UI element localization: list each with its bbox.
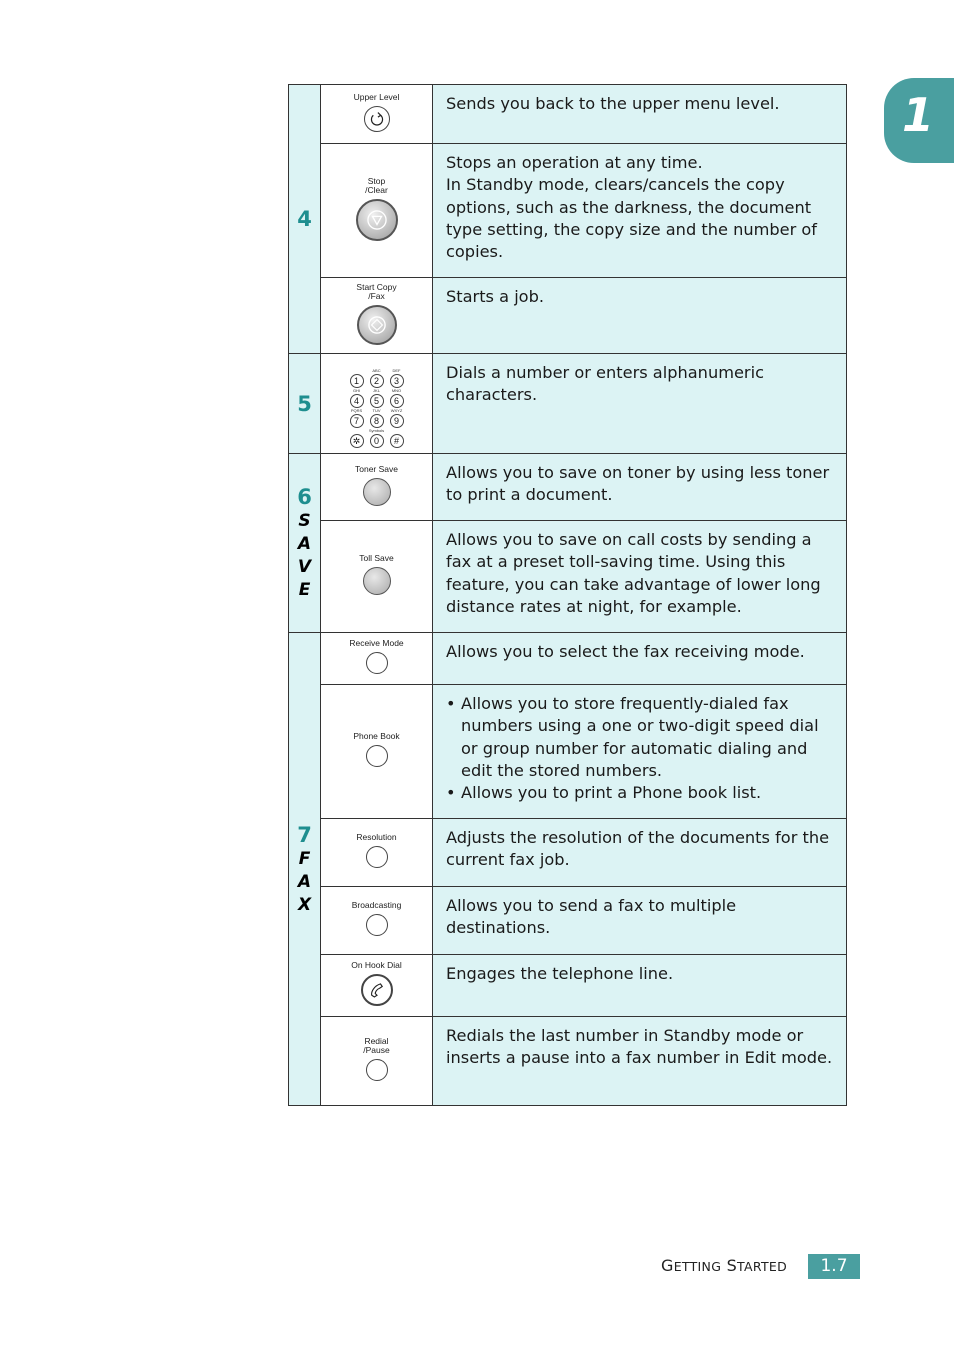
group-cell-7 (289, 633, 321, 1106)
button-label: Toll Save (359, 553, 394, 563)
button-label: Broadcasting (351, 900, 402, 910)
keypad-key[interactable] (347, 368, 367, 388)
keypad-key-digit: 9 (390, 414, 404, 428)
keypad-key-digit: 1 (350, 374, 364, 388)
table-row (289, 454, 847, 521)
group-number: 6 (297, 485, 312, 509)
group-cell-6 (289, 454, 321, 633)
keypad-key[interactable] (347, 388, 367, 408)
keypad-key[interactable] (347, 428, 367, 448)
keypad-key-letters: WXYZ (390, 408, 403, 413)
keypad-key-letters: Symbols (368, 428, 385, 433)
bullet-list (446, 693, 834, 804)
button-label: Stop /Clear (365, 175, 388, 195)
chapter-tab (884, 78, 954, 163)
description-text: Dials a number or enters alphanumeric characters. (446, 363, 764, 405)
description-text: Allows you to select the fax receiving mode. (446, 642, 805, 661)
table-row (289, 278, 847, 354)
table-row (289, 85, 847, 144)
group-letter: S (298, 511, 311, 531)
button-label: On Hook Dial (351, 960, 402, 970)
button-cell (321, 521, 433, 633)
start-diamond-icon (359, 307, 395, 343)
table-row (289, 819, 847, 887)
keypad-key-digit: 3 (390, 374, 404, 388)
button-cell (321, 955, 433, 1017)
table-row (289, 521, 847, 633)
button-cell (321, 454, 433, 521)
description-text: Allows you to save on call costs by sending a fax at a preset toll-saving time. Using this feature, you can take advantage of lower long distance rates at night, for example. (446, 530, 821, 616)
group-letter: E (298, 580, 311, 600)
keypad-key-digit: 5 (370, 394, 384, 408)
keypad-key-digit: 4 (350, 394, 364, 408)
redial-pause-button[interactable] (366, 1059, 388, 1081)
stop-icon (358, 201, 396, 239)
group-letter: A (297, 534, 312, 554)
keypad-key-digit: 7 (350, 414, 364, 428)
button-cell (321, 887, 433, 955)
button-cell (321, 633, 433, 685)
table-row (289, 354, 847, 454)
keypad-key[interactable] (387, 428, 407, 448)
keypad-key-letters: MNO (391, 388, 402, 393)
group-number: 5 (297, 391, 312, 416)
description-cell (433, 1017, 847, 1106)
broadcasting-button[interactable] (366, 914, 388, 936)
footer-title-initial: G (661, 1256, 674, 1275)
button-label: Phone Book (353, 731, 400, 741)
keypad-key[interactable] (387, 408, 407, 428)
handset-icon (363, 976, 391, 1004)
description-cell (433, 955, 847, 1017)
keypad-key-digit: ✲ (350, 434, 364, 448)
upper-level-button[interactable] (364, 106, 390, 132)
description-cell (433, 144, 847, 278)
button-label: Receive Mode (349, 638, 404, 648)
group-number: 7 (297, 822, 312, 847)
table-row (289, 144, 847, 278)
description-cell (433, 85, 847, 144)
group-cell-4 (289, 85, 321, 354)
description-text: Allows you to send a fax to multiple destinations. (446, 896, 737, 938)
bullet-item: • Allows you to store frequently-dialed fax numbers using a one or two-digit speed dial or group number for automatic dialing and edit the stored numbers. (446, 693, 834, 782)
description-cell (433, 633, 847, 685)
keypad-key-letters: PQRS (350, 408, 363, 413)
keypad-key-digit: 2 (370, 374, 384, 388)
receive-mode-button[interactable] (366, 652, 388, 674)
on-hook-dial-button[interactable] (361, 974, 393, 1006)
footer-title-rest: ETTING (673, 1259, 722, 1274)
keypad-key-digit: # (390, 434, 404, 448)
button-cell (321, 685, 433, 819)
keypad-key-letters: DEF (392, 368, 401, 373)
toner-save-button[interactable] (363, 478, 391, 506)
button-label: Resolution (356, 832, 397, 842)
start-copy-fax-button[interactable] (357, 305, 397, 345)
keypad-key-digit: 6 (390, 394, 404, 408)
bullet-item: • Allows you to print a Phone book list. (446, 782, 834, 804)
keypad-key[interactable] (367, 408, 387, 428)
button-cell (321, 354, 433, 454)
keypad-key[interactable] (347, 408, 367, 428)
keypad-key-digit: 8 (370, 414, 384, 428)
keypad-key-letters: GHI (352, 388, 361, 393)
description-cell (433, 521, 847, 633)
footer-title-rest: TARTED (737, 1259, 787, 1274)
button-label: Start Copy /Fax (356, 281, 397, 301)
button-cell (321, 85, 433, 144)
group-letter: F (298, 848, 311, 869)
keypad-key-letters: ABC (372, 368, 381, 373)
group-letter: V (297, 557, 312, 577)
back-arrow-icon (365, 107, 389, 131)
description-text: Engages the telephone line. (446, 964, 674, 983)
phone-book-button[interactable] (366, 745, 388, 767)
resolution-button[interactable] (366, 846, 388, 868)
button-cell (321, 819, 433, 887)
description-text: Allows you to save on toner by using less toner to print a document. (446, 463, 830, 505)
table-row (289, 685, 847, 819)
button-label: Toner Save (355, 463, 398, 474)
table-row (289, 955, 847, 1017)
keypad-key[interactable] (367, 428, 387, 448)
chapter-number: 1 (902, 88, 935, 142)
page-number: 1.7 (808, 1254, 860, 1279)
keypad-key[interactable] (367, 368, 387, 388)
group-letter: A (297, 871, 312, 892)
description-line: In Standby mode, clears/cancels the copy options, such as the darkness, the document type setting, the copy size and the number of copies. (446, 175, 818, 262)
button-cell (321, 278, 433, 354)
description-text: Redials the last number in Standby mode or inserts a pause into a fax number in Edit mode. (446, 1026, 833, 1068)
button-cell (321, 144, 433, 278)
keypad-key-letters: TUV (372, 408, 381, 413)
toll-save-button[interactable] (363, 567, 391, 595)
description-cell (433, 887, 847, 955)
description-text: Adjusts the resolution of the documents for the current fax job. (446, 828, 830, 870)
button-label: Upper Level (353, 91, 400, 102)
button-label: Redial /Pause (363, 1036, 390, 1055)
footer-title-initial: S (726, 1256, 738, 1275)
keypad-key[interactable] (367, 388, 387, 408)
group-letter: X (297, 894, 312, 915)
table-row (289, 1017, 847, 1106)
keypad-key-digit: 0 (370, 434, 384, 448)
description-cell (433, 278, 847, 354)
control-panel-table (288, 84, 847, 1106)
table-row (289, 633, 847, 685)
description-text: Sends you back to the upper menu level. (446, 94, 780, 113)
keypad-key-letters: JKL (373, 388, 380, 393)
keypad-key[interactable] (387, 388, 407, 408)
footer-section-title (661, 1256, 787, 1275)
description-text: Starts a job. (446, 287, 545, 306)
description-cell (433, 354, 847, 454)
keypad-key[interactable] (387, 368, 407, 388)
button-cell (321, 1017, 433, 1106)
group-number: 4 (297, 207, 312, 231)
description-cell (433, 454, 847, 521)
table-row (289, 887, 847, 955)
description-cell (433, 819, 847, 887)
number-keypad (347, 368, 407, 448)
stop-clear-button[interactable] (356, 199, 398, 241)
description-cell (433, 685, 847, 819)
description-line: Stops an operation at any time. (446, 153, 703, 172)
group-cell-5 (289, 354, 321, 454)
